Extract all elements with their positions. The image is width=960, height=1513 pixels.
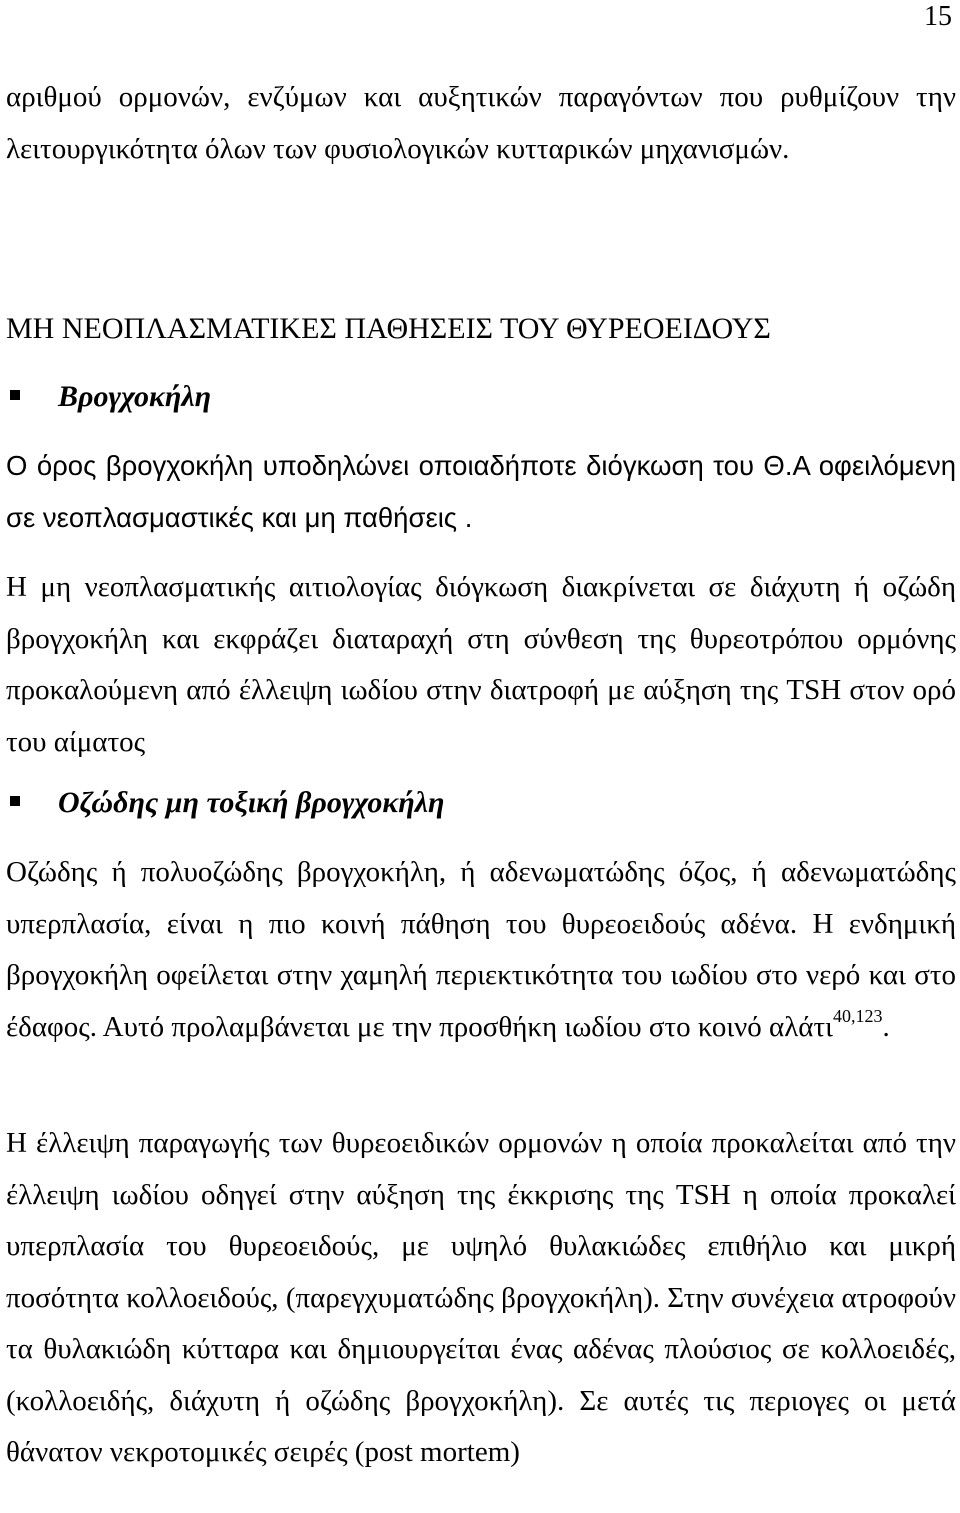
paragraph-definition: Ο όρος βρογχοκήλη υποδηλώνει οποιαδήποτε διόγκωση του Θ.Α οφειλόμενη σε νεοπλασμαστικές και μη παθήσεις . xyxy=(6,450,956,533)
paragraph-non-neoplastic: Η μη νεοπλασματικής αιτιολογίας διόγκωση διακρίνεται σε διάχυτη ή οζώδη βρογχοκήλη και εκφράζει διαταραχή στη σύνθεση της θυρεοτρόπου ορμόνης προκαλούμενη από έλλειψη ιωδίου στην διατροφή με αύξηση της TSH στον ορό του αίματος xyxy=(6,571,956,758)
paragraph-nodular-goiter xyxy=(6,847,956,1053)
paragraph-iodine-deficiency: Η έλλειψη παραγωγής των θυρεοειδικών ορμονών η οποία προκαλείται από την έλλειψη ιωδίου οδηγεί στην αύξηση της έκκρισης της TSH η οποία προκαλεί υπερπλασία του θυρεοειδούς, με υψηλό θυλακιώδες επιθήλιο και μικρή ποσότητα κολλοειδούς, (παρεγχυματώδης βρογχοκήλη). Στην συνέχεια ατροφούν τα θυλακιώδη κύτταρα και δημιουργείται ένας αδένας πλούσιος σε κολλοειδές, (κολλοειδής, διάχυτη ή οζώδης βρογχοκήλη). Σε αυτές τις περιογες οι μετά θάνατον νεκροτομικές σειρές (post mortem) xyxy=(6,1127,956,1468)
bullet-label: Βρογχοκήλη xyxy=(58,380,212,413)
section-heading: ΜΗ ΝΕΟΠΛΑΣΜΑΤΙΚΕΣ ΠΑΘΗΣΕΙΣ ΤΟΥ ΘΥΡΕΟΕΙΔΟΥΣ xyxy=(6,312,771,345)
bullet-label: Οζώδης μη τοξική βρογχοκήλη xyxy=(58,786,445,819)
paragraph-text: Οζώδης ή πολυοζώδης βρογχοκήλη, ή αδενωματώδης όζος, ή αδενωματώδης υπερπλασία, είναι η πιο κοινή πάθηση του θυρεοειδούς αδένα. Η ενδημική βρογχοκήλη οφείλεται στην χαμηλή περιεκτικότητα του ιωδίου στο νερό και στο έδαφος. Αυτό προλαμβάνεται με την προσθήκη ιωδίου στο κοινό αλάτι xyxy=(6,856,956,1043)
square-bullet-icon xyxy=(10,796,20,806)
square-bullet-icon xyxy=(10,390,20,400)
paragraph-end: . xyxy=(882,1010,890,1043)
citation-superscript: 40,123 xyxy=(832,1005,883,1026)
page-number: 15 xyxy=(924,1,952,32)
intro-paragraph: αριθμού ορμονών, ενζύμων και αυξητικών παραγόντων που ρυθμίζουν την λειτουργικότητα όλων των φυσιολογικών κυτταρικών μηχανισμών. xyxy=(6,81,956,165)
